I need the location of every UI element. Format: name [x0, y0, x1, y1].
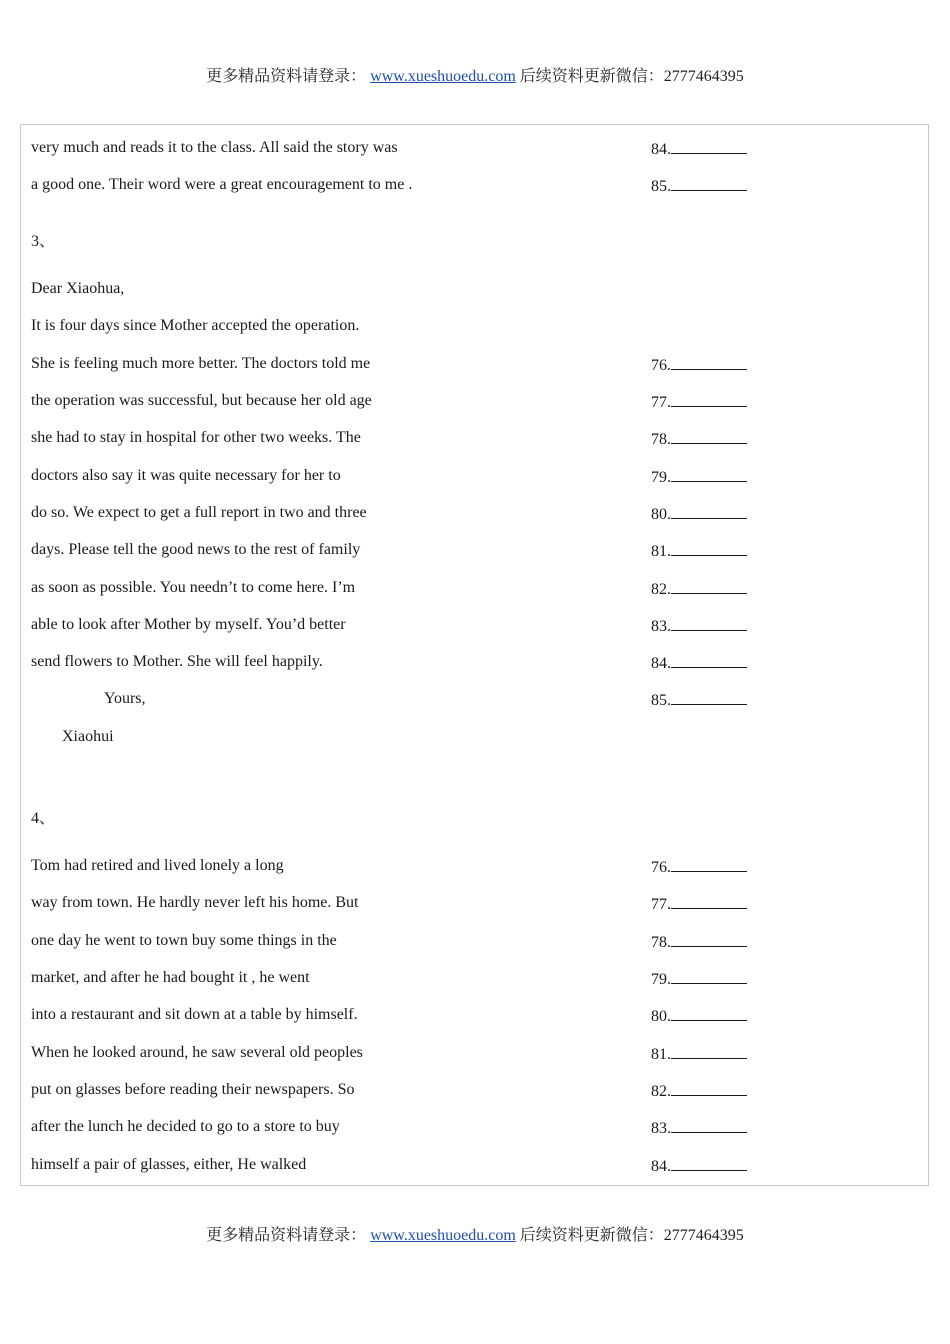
text-line	[31, 315, 911, 337]
text-line	[31, 892, 911, 914]
line-text: send flowers to Mother. She will feel happily.	[31, 653, 323, 670]
answer-number: 77.	[651, 892, 747, 916]
footer-suffix: 后续资料更新微信：2777464395	[519, 1227, 744, 1244]
text-line	[31, 353, 911, 375]
answer-number: 76.	[651, 855, 747, 879]
answer-number: 77.	[651, 390, 747, 414]
letter-closing: Yours, 85.	[31, 688, 911, 710]
text-line	[31, 1079, 911, 1101]
line-text: the operation was successful, but because her old age	[31, 392, 372, 409]
answer-blank[interactable]	[671, 614, 747, 631]
page-header	[0, 67, 950, 87]
footer-prefix: 更多精品资料请登录：	[206, 1227, 367, 1244]
answer-number: 80.	[651, 502, 747, 526]
answer-number: 82.	[651, 1079, 747, 1103]
header-site-link[interactable]: www.xueshuoedu.com	[370, 68, 516, 85]
line-text: into a restaurant and sit down at a table by himself.	[31, 1006, 358, 1023]
answer-blank[interactable]	[671, 1079, 747, 1096]
answer-blank[interactable]	[671, 502, 747, 519]
line-text: she had to stay in hospital for other two weeks. The	[31, 429, 361, 446]
line-text: days. Please tell the good news to the rest of family	[31, 541, 361, 558]
answer-number: 85.	[651, 688, 747, 712]
answer-number: 84.	[651, 1154, 747, 1178]
footer-site-link[interactable]: www.xueshuoedu.com	[370, 1227, 516, 1244]
answer-number: 81.	[651, 1042, 747, 1066]
page-footer	[0, 1226, 950, 1246]
text-line	[31, 1116, 911, 1138]
text-line	[31, 855, 911, 877]
answer-number: 79.	[651, 465, 747, 489]
answer-blank[interactable]	[671, 1116, 747, 1133]
answer-blank[interactable]	[671, 930, 747, 947]
answer-blank[interactable]	[671, 137, 747, 154]
answer-number: 78.	[651, 427, 747, 451]
line-text: market, and after he had bought it , he went	[31, 969, 310, 986]
text-line	[31, 651, 911, 673]
exercise-box	[20, 124, 929, 1186]
text-line	[31, 1004, 911, 1026]
line-text: a good one. Their word were a great encouragement to me .	[31, 176, 413, 193]
answer-number: 76.	[651, 353, 747, 377]
text-line	[31, 967, 911, 989]
header-suffix: 后续资料更新微信：2777464395	[519, 68, 744, 85]
answer-blank[interactable]	[671, 174, 747, 191]
header-prefix: 更多精品资料请登录：	[206, 68, 367, 85]
text-line	[31, 390, 911, 412]
line-text: as soon as possible. You needn’t to come here. I’m	[31, 579, 356, 596]
answer-blank[interactable]	[671, 651, 747, 668]
line-text: one day he went to town buy some things in the	[31, 932, 337, 949]
answer-number: 84.	[651, 137, 747, 161]
text-line	[31, 174, 911, 196]
text-line	[31, 1154, 911, 1176]
line-text: able to look after Mother by myself. You’d better	[31, 616, 346, 633]
line-text: himself a pair of glasses, either, He walked	[31, 1156, 307, 1173]
line-text: put on glasses before reading their newspapers. So	[31, 1081, 355, 1098]
line-text: When he looked around, he saw several old peoples	[31, 1044, 363, 1061]
line-text: very much and reads it to the class. All said the story was	[31, 139, 398, 156]
line-text: way from town. He hardly never left his home. But	[31, 894, 359, 911]
answer-blank[interactable]	[671, 688, 747, 705]
section-heading: 4、	[31, 810, 56, 827]
line-text: She is feeling much more better. The doctors told me	[31, 355, 371, 372]
section-heading: 3、	[31, 233, 56, 250]
answer-blank[interactable]	[671, 967, 747, 984]
line-text: It is four days since Mother accepted the operation.	[31, 317, 360, 334]
answer-number: 85.	[651, 174, 747, 198]
text-line	[31, 502, 911, 524]
text-line	[31, 427, 911, 449]
text-line	[31, 137, 911, 159]
answer-number: 79.	[651, 967, 747, 991]
text-line	[31, 465, 911, 487]
text-line	[31, 1042, 911, 1064]
answer-number: 82.	[651, 577, 747, 601]
text-line	[31, 614, 911, 636]
text-line	[31, 930, 911, 952]
answer-blank[interactable]	[671, 390, 747, 407]
answer-number: 78.	[651, 930, 747, 954]
answer-blank[interactable]	[671, 892, 747, 909]
answer-number: 84.	[651, 651, 747, 675]
answer-blank[interactable]	[671, 1154, 747, 1171]
answer-number: 83.	[651, 614, 747, 638]
answer-blank[interactable]	[671, 465, 747, 482]
answer-blank[interactable]	[671, 1042, 747, 1059]
letter-greeting: Dear Xiaohua,	[31, 280, 125, 297]
answer-blank[interactable]	[671, 855, 747, 872]
line-text: doctors also say it was quite necessary for her to	[31, 467, 341, 484]
answer-blank[interactable]	[671, 427, 747, 444]
answer-number: 80.	[651, 1004, 747, 1028]
answer-blank[interactable]	[671, 353, 747, 370]
answer-blank[interactable]	[671, 539, 747, 556]
answer-number: 81.	[651, 539, 747, 563]
letter-signature: Xiaohui	[62, 728, 114, 745]
line-text: Tom had retired and lived lonely a long	[31, 857, 284, 874]
answer-blank[interactable]	[671, 577, 747, 594]
answer-blank[interactable]	[671, 1004, 747, 1021]
line-text: do so. We expect to get a full report in two and three	[31, 504, 367, 521]
line-text: after the lunch he decided to go to a store to buy	[31, 1118, 340, 1135]
answer-number: 83.	[651, 1116, 747, 1140]
text-line	[31, 539, 911, 561]
text-line	[31, 577, 911, 599]
